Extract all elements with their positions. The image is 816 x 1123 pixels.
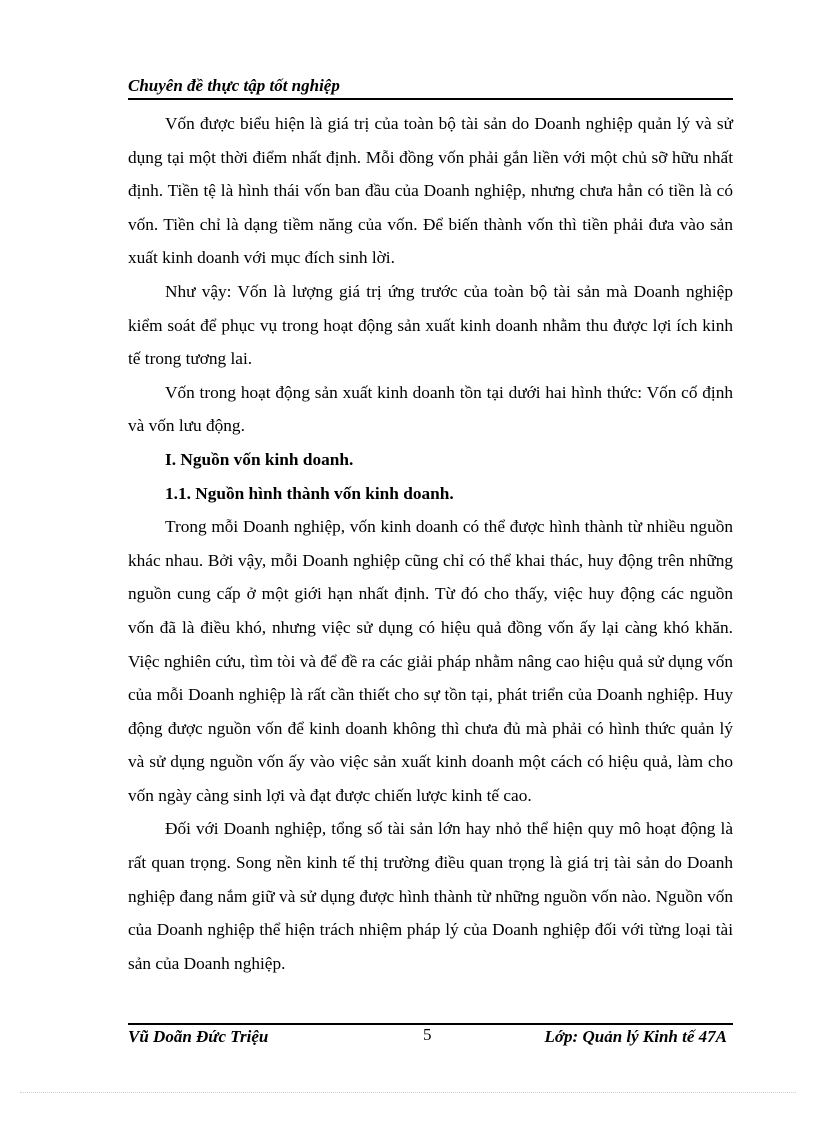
document-body bbox=[128, 107, 733, 980]
subsection-heading: 1.1. Nguồn hình thành vốn kinh doanh. bbox=[165, 483, 454, 503]
paragraph-capital-summary: Như vậy: Vốn là lượng giá trị ứng trước của toàn bộ tài sản mà Doanh nghiệp kiểm soát để phục vụ trong hoạt động sản xuất kinh doanh nhằm thu được lợi ích kinh tế trong tương lai. bbox=[128, 281, 733, 369]
page-number: 5 bbox=[423, 1025, 432, 1044]
footer-class: Lớp: Quản lý Kinh tế 47A bbox=[544, 1027, 727, 1046]
page-footer bbox=[128, 1023, 733, 1049]
footer-author: Vũ Doãn Đức Triệu bbox=[128, 1027, 269, 1046]
page-bottom-divider bbox=[20, 1092, 796, 1093]
paragraph-capital-definition: Vốn được biểu hiện là giá trị của toàn bộ tài sản do Doanh nghiệp quản lý và sử dụng tại một thời điểm nhất định. Mỗi đồng vốn phải gắn liền với một chủ sỡ hữu nhất định. Tiền tệ là hình thái vốn ban đầu của Doanh nghiệp, nhưng chưa hẳn có tiền là có vốn. Tiền chỉ là dạng tiềm năng của vốn. Để biến thành vốn thì tiền phải đưa vào sản xuất kinh doanh với mục đích sinh lời. bbox=[128, 114, 733, 268]
page-header bbox=[128, 76, 733, 100]
paragraph-enterprise-assets: Đối với Doanh nghiệp, tổng số tài sản lớn hay nhỏ thể hiện quy mô hoạt động là rất quan trọng. Song nền kinh tế thị trường điều quan trọng là giá trị tài sản do Doanh nghiệp đang nắm giữ và sử dụng được hình thành từ những nguồn vốn nào. Nguồn vốn của Doanh nghiệp thể hiện trách nhiệm pháp lý của Doanh nghiệp đối với từng loại tài sản của Doanh nghiệp. bbox=[128, 819, 733, 973]
paragraph-capital-forms: Vốn trong hoạt động sản xuất kinh doanh tồn tại dưới hai hình thức: Vốn cố định và vốn lưu động. bbox=[128, 382, 733, 436]
header-title: Chuyên đề thực tập tốt nghiệp bbox=[128, 76, 340, 95]
section-heading: I. Nguồn vốn kinh doanh. bbox=[165, 449, 354, 469]
paragraph-capital-sources: Trong mỗi Doanh nghiệp, vốn kinh doanh có thể được hình thành từ nhiều nguồn khác nhau. Bởi vậy, mỗi Doanh nghiệp cũng chỉ có thể khai thác, huy động trên những nguồn cung cấp ở một giới hạn nhất định. Từ đó cho thấy, việc huy động các nguồn vốn đã là điều khó, nhưng việc sử dụng có hiệu quả đồng vốn ấy lại càng khó khăn. Việc nghiên cứu, tìm tòi và để đề ra các giải pháp nhằm nâng cao hiệu quả sử dụng vốn của mỗi Doanh nghiệp là rất cần thiết cho sự tồn tại, phát triển của Doanh nghiệp. Huy động được nguồn vốn để kinh doanh không thì chưa đủ mà phải có hình thức quản lý và sử dụng nguồn vốn ấy vào việc sản xuất kinh doanh một cách có hiệu quả, làm cho vốn ngày càng sinh lợi và đạt được chiến lược kinh tế cao. bbox=[128, 517, 733, 805]
